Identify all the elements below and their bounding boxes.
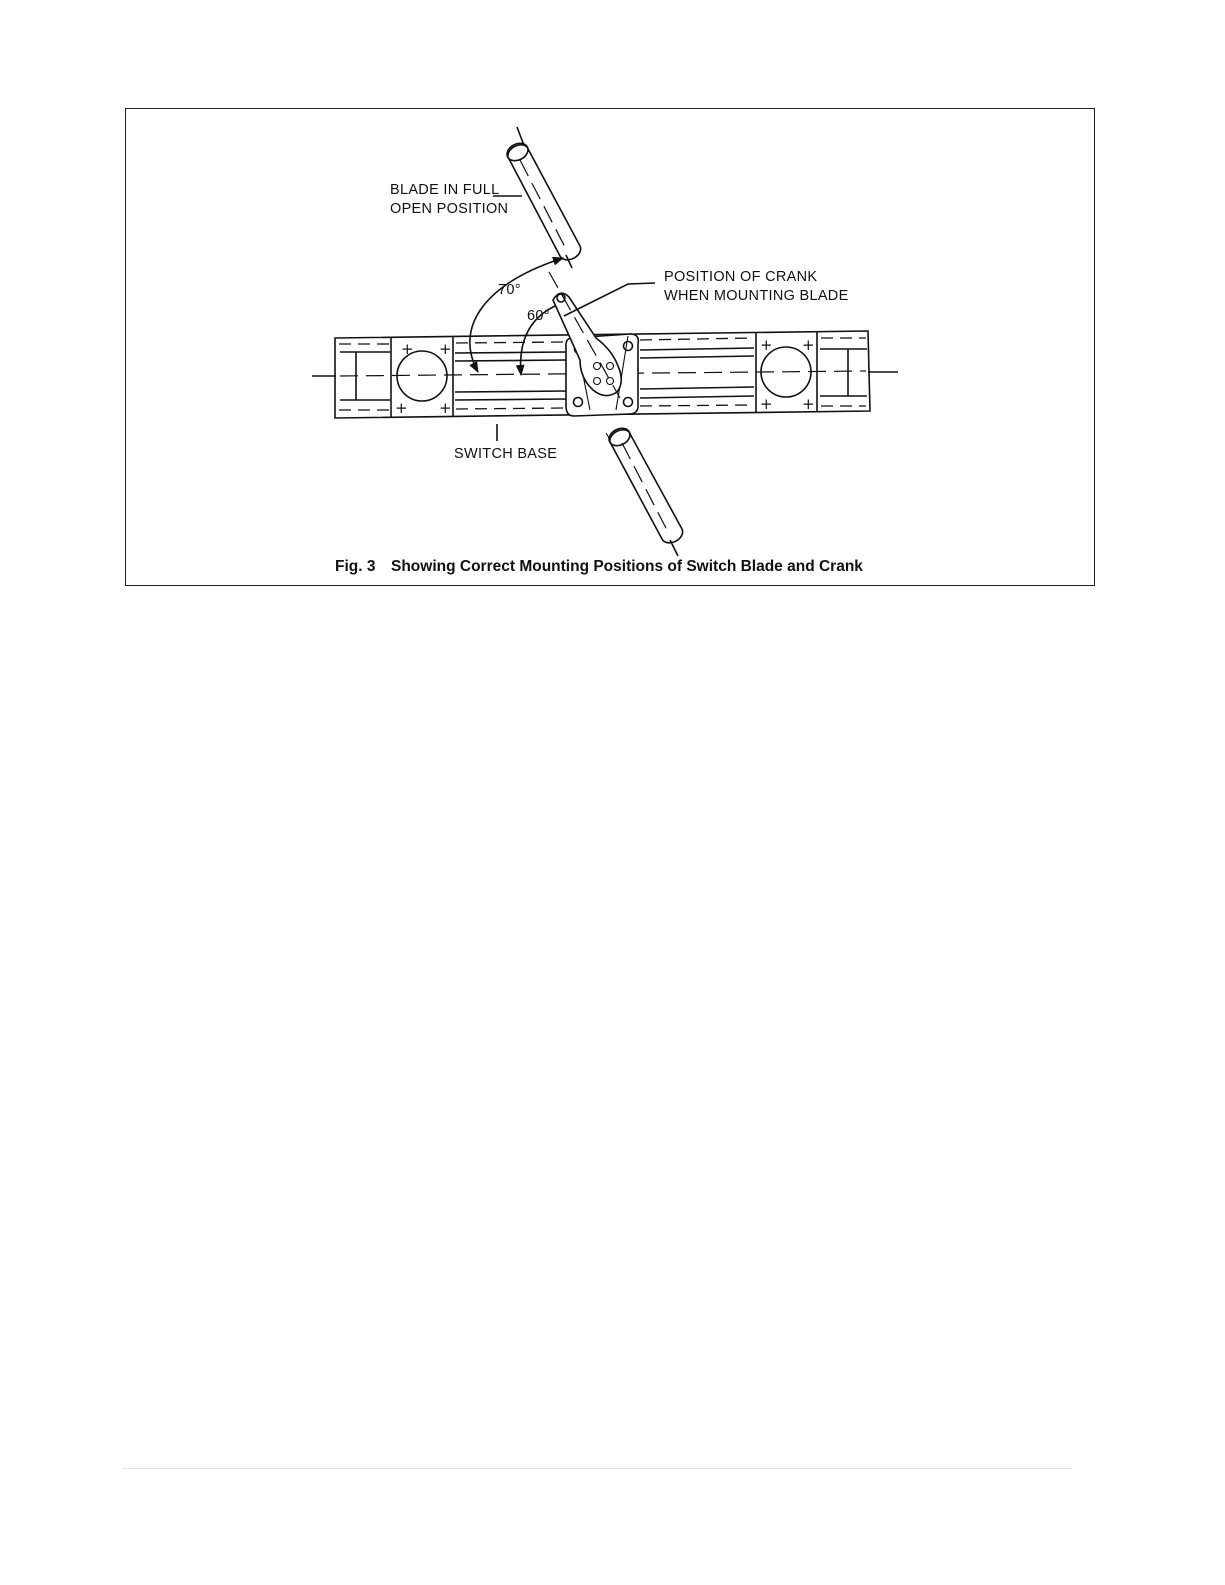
svg-text:+: +	[760, 395, 773, 413]
blade-open-position	[504, 127, 581, 268]
blade-label-line1: BLADE IN FULL	[390, 182, 500, 198]
svg-text:+: +	[401, 340, 414, 358]
svg-text:+: +	[439, 340, 452, 358]
left-mounting-plate	[395, 336, 453, 417]
svg-text:+: +	[760, 336, 773, 354]
angle-60-label: 60°	[527, 308, 550, 324]
crank-label-line1: POSITION OF CRANK	[664, 269, 818, 285]
left-end-cap	[339, 337, 391, 417]
switch-base-label: SWITCH BASE	[454, 446, 558, 462]
right-end-cap	[820, 338, 867, 406]
figure-caption-number: Fig. 3	[335, 558, 376, 575]
svg-text:+: +	[802, 336, 815, 354]
svg-text:+: +	[802, 395, 815, 413]
angle-70-label: 70°	[498, 282, 521, 298]
crank-label-line2: WHEN MOUNTING BLADE	[664, 288, 849, 304]
left-channel	[455, 342, 566, 409]
figure-caption-text: Showing Correct Mounting Positions of Switch Blade and Crank	[391, 558, 863, 575]
blade-lower	[606, 425, 683, 556]
svg-text:+: +	[439, 399, 452, 417]
footer-rule	[122, 1468, 1072, 1469]
svg-text:+: +	[395, 399, 408, 417]
blade-label-line2: OPEN POSITION	[390, 201, 509, 217]
